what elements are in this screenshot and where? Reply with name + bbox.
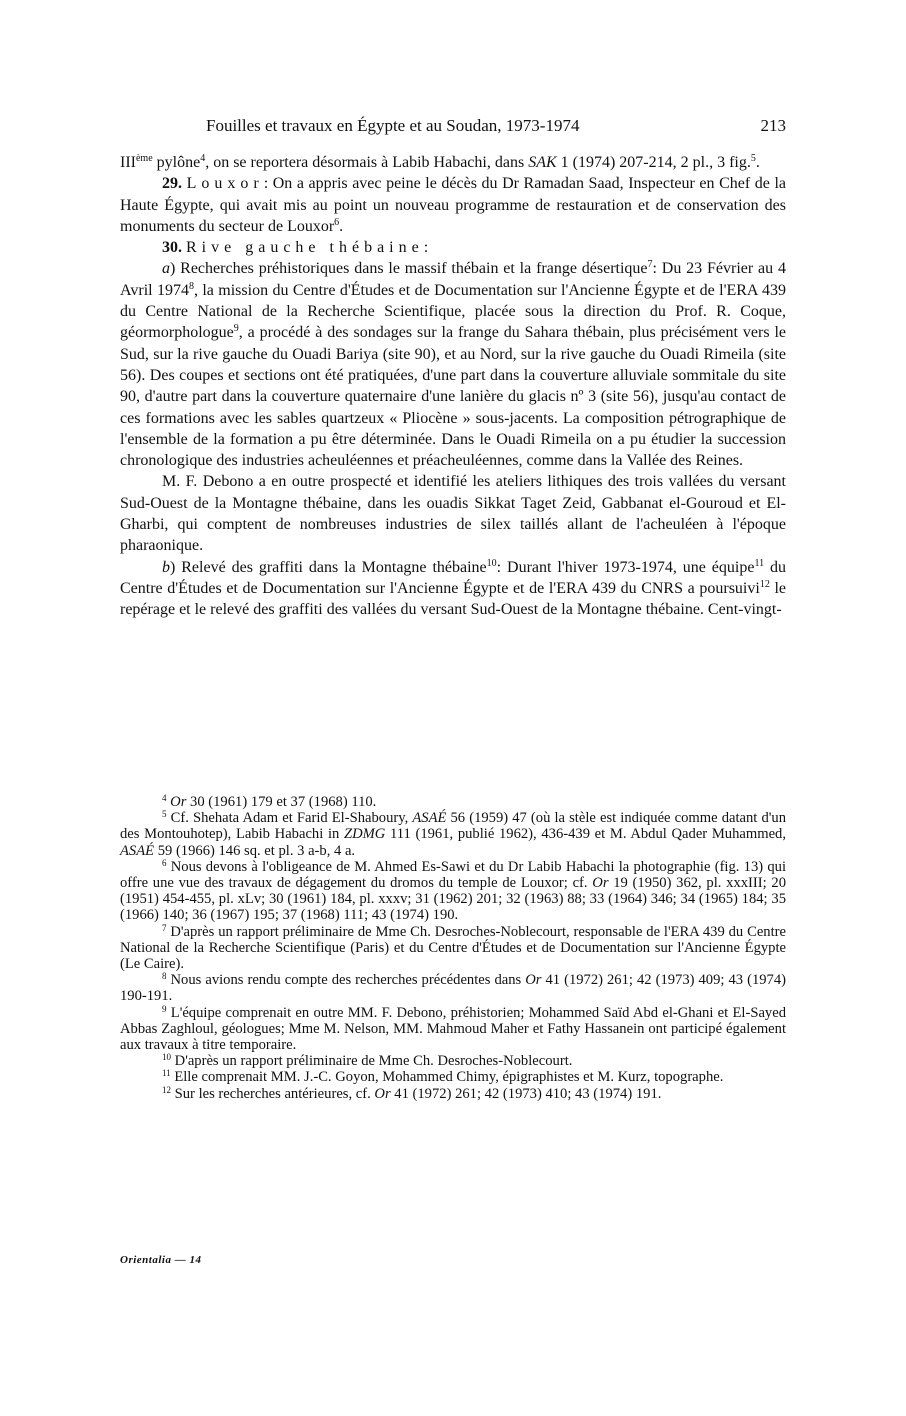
- section-heading: Louxor: [186, 175, 264, 193]
- footnote-ref: 7: [647, 259, 653, 271]
- section-number: 30.: [162, 239, 182, 257]
- footnote-ref: 11: [754, 557, 765, 569]
- main-text: [120, 152, 786, 621]
- paragraph-pylone: IIIème pylône$^4$, on se reportera désormais à Labib Habachi, dans SAK 1 (1974) 207-214, 2 pl., 3 fig.$^5$.: [120, 153, 760, 171]
- footnote-6: $^6$ Nous devons à l'obligeance de M. Ahmed Es-Sawi et du Dr Labib Habachi la photographie (fig. 13) qui offre une vue des travaux de dégagement du dromos du temple de Louxor; cf. Or 19 (1950) 362, pl. xxxIII; 20 (1951) 454-455, pl. xLv; 30 (1961) 184, pl. xxxv; 31 (1962) 201; 32 (1963) 88; 33 (1964) 346; 34 (1965) 184; 35 (1966) 140; 36 (1967) 195; 37 (1968) 111; 43 (1974) 190.: [120, 857, 786, 924]
- footnote-8: $^8$ Nous avions rendu compte des recherches précédentes dans Or 41 (1972) 261; 42 (1973) 409; 43 (1974) 190-191.: [120, 971, 786, 1005]
- footnote-ref: 6: [334, 216, 340, 228]
- section-number: 29.: [162, 175, 182, 193]
- footnote-ref: 12: [759, 578, 770, 590]
- footnote-10: $^{10}$ D'après un rapport préliminaire de Mme Ch. Desroches-Noblecourt.: [162, 1052, 573, 1070]
- signature-mark: Orientalia — 14: [120, 1254, 202, 1266]
- paragraph-graffiti: b) Relevé des graffiti dans la Montagne thébaine$^{10}$: Durant l'hiver 1973-1974, une équipe$^{11}$ du Centre d'Études et de Documentation sur l'Ancienne Égypte et de l'ERA 439 du CNRS a poursuivi$^{12}$ le repérage et le relevé des graffiti des vallées du versant Sud-Ouest de la Montagne thébaine. Cent-vingt-: [120, 557, 787, 619]
- footnote-ref: 4: [200, 153, 206, 164]
- footnote-ref: 5: [750, 153, 756, 164]
- paragraph-debono: M. F. Debono a en outre prospecté et identifié les ateliers lithiques des trois vallées du versant Sud-Ouest de la Montagne thébaine, dans les ouadis Sikkat Taget Zeid, Gabbanat el-Gouroud et El-Gharbi, qui comptent de nombreuses industries de silex taillés allant de l'acheuléen à l'époque pharaonique.: [120, 473, 786, 555]
- footnotes: [120, 794, 786, 1102]
- paragraph-rive-gauche-heading: 30. Rive gauche thébaine:: [162, 239, 429, 257]
- footnote-ref: 9: [233, 323, 239, 335]
- footnote-12: $^{12}$ Sur les recherches antérieures, cf. Or 41 (1972) 261; 42 (1973) 410; 43 (1974) 191.: [162, 1084, 662, 1102]
- footnote-9: $^9$ L'équipe comprenait en outre MM. F. Debono, préhistorien; Mohammed Saïd Abd el-Ghani et El-Sayed Abbas Zaghloul, géologues; Mme M. Nelson, MM. Mahmoud Maher et Fathy Hassanein ont participé également aux travaux à titre temporaire.: [120, 1003, 786, 1054]
- footnote-4: $^4$ Or 30 (1961) 179 et 37 (1968) 110.: [162, 793, 377, 810]
- paragraph-recherches-prehistoriques: a) Recherches préhistoriques dans le massif thébain et la frange désertique$^7$: Du 23 Février au 4 Avril 1974$^8$, la mission du Centre d'Études et de Documentation sur l'Ancienne Égypte et de l'ERA 439 du Centre National de la Recherche Scientifique, placée sous la direction du Prof. R. Coque, géormorphologue$^9$, a procédé à des sondages sur la frange du Sahara thébain, plus précisément vers le Sud, sur la rive gauche du Ouadi Bariya (site 90), et au Nord, sur la rive gauche du Ouadi Rimeila (site 56). Des coupes et sections ont été pratiquées, d'une part dans la couverture alluviale sommitale du site 90, d'autre part dans la couverture quaternaire d'une lanière du glacis nº 3 (site 56), jusqu'au contact de ces formations avec les sables quartzeux « Pliocène » sous-jacents. La composition pétrographique de l'ensemble de la formation a pu être déterminée. Dans le Ouadi Rimeila on a pu étudier la succession chronologique des industries acheuléennes et préacheuléennes, comme dans la Vallée des Reines.: [120, 259, 786, 470]
- footnote-5: $^5$ Cf. Shehata Adam et Farid El-Shaboury, ASAÉ 56 (1959) 47 (où la stèle est indiquée comme datant d'un des Montouhotep), Labib Habachi in ZDMG 111 (1961, publié 1962), 436-439 et M. Abdul Qader Muhammed, ASAÉ 59 (1966) 146 sq. et pl. 3 a-b, 4 a.: [120, 809, 786, 859]
- section-heading: Rive gauche thébaine: [186, 239, 424, 257]
- page-number: 213: [760, 116, 786, 135]
- footnote-ref: 8: [188, 280, 194, 292]
- footnote-11: $^{11}$ Elle comprenait MM. J.-C. Goyon, Mohammed Chimy, épigraphistes et M. Kurz, topographe.: [162, 1068, 724, 1086]
- paragraph-louxor: 29. Louxor: On a appris avec peine le décès du Dr Ramadan Saad, Inspecteur en Chef de la Haute Égypte, qui avait mis au point un nouveau programme de restauration et de conservation des monuments du secteur de Louxor$^6$.: [120, 175, 787, 235]
- footnote-7: $^7$ D'après un rapport préliminaire de Mme Ch. Desroches-Noblecourt, responsable de l'ERA 439 du Centre National de la Recherche Scientifique (Paris) et du Centre d'Études et de Documentation sur l'Ancienne Égypte (Le Caire).: [120, 922, 786, 973]
- footnote-ref: 10: [486, 557, 497, 569]
- running-title: Fouilles et travaux en Égypte et au Soudan, 1973-1974: [206, 116, 580, 135]
